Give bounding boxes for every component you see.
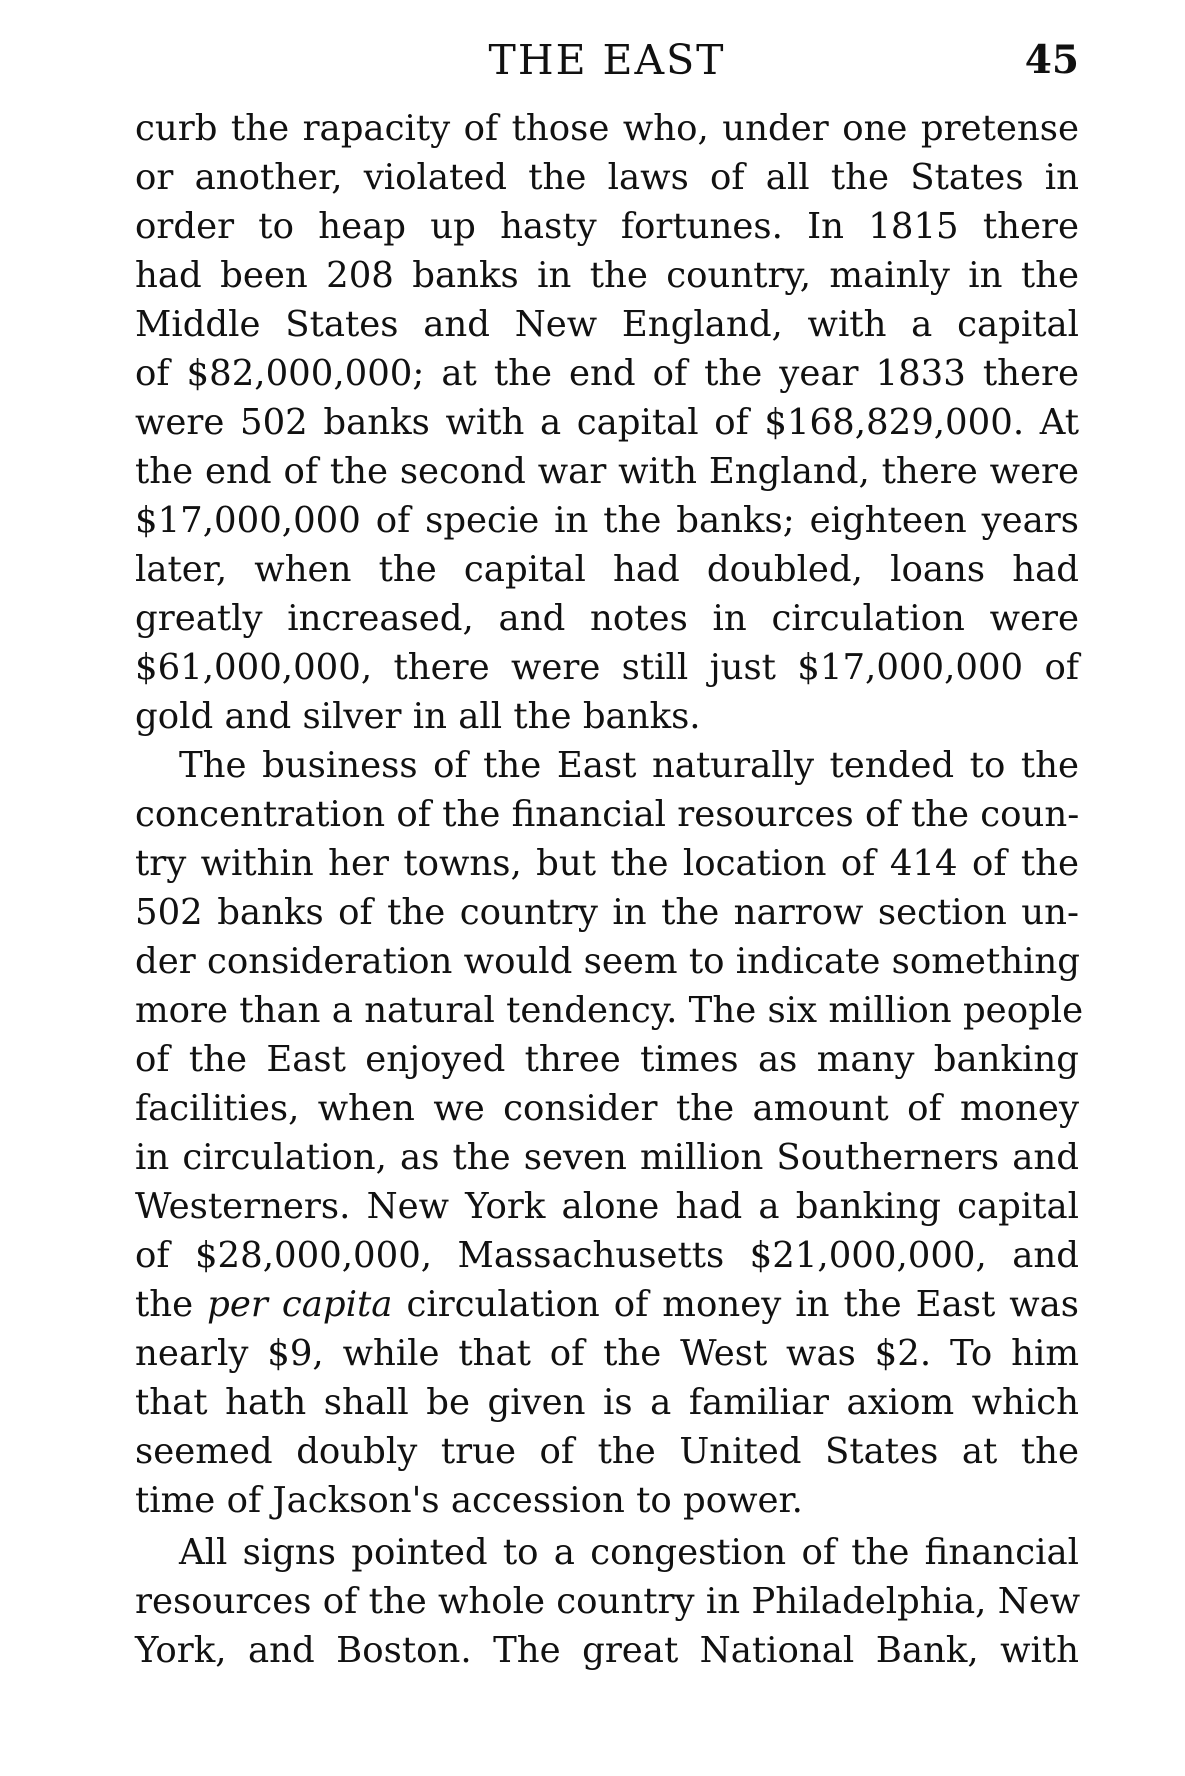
page-number: 45	[1024, 37, 1079, 83]
text-line: in circulation, as the seven million Southerners and	[135, 1137, 1079, 1178]
text-line: facilities, when we consider the amount of money	[135, 1088, 1079, 1129]
text-line: of the East enjoyed three times as many banking	[135, 1039, 1079, 1080]
text-line: were 502 banks with a capital of $168,829,000. At	[135, 402, 1079, 443]
text-line: order to heap up hasty fortunes. In 1815 there	[135, 206, 1079, 247]
text-line: time of Jackson's accession to power.	[135, 1480, 803, 1521]
text-line: more than a natural tendency. The six million people	[135, 990, 1084, 1031]
text-line: $61,000,000, there were still just $17,000,000 of	[135, 647, 1079, 688]
text-line: or another, violated the laws of all the States in	[135, 157, 1079, 198]
text-line: Middle States and New England, with a capital	[135, 304, 1079, 345]
text-line: $17,000,000 of specie in the banks; eighteen years	[135, 500, 1079, 541]
text-fragment: circulation of money in the East was	[406, 1284, 1079, 1325]
text-line: York, and Boston. The great National Bank, with	[135, 1630, 1079, 1671]
text-line: that hath shall be given is a familiar axiom which	[135, 1382, 1079, 1423]
paragraph-3	[135, 1528, 1079, 1675]
text-fragment: the	[135, 1284, 194, 1325]
text-line: 502 banks of the country in the narrow section un-	[135, 892, 1079, 933]
text-line: All signs pointed to a congestion of the financial	[179, 1532, 1079, 1573]
text-line: the end of the second war with England, there were	[135, 451, 1079, 492]
text-line: nearly $9, while that of the West was $2. To him	[135, 1333, 1079, 1374]
text-line: resources of the whole country in Philadelphia, New	[135, 1581, 1081, 1622]
text-line: The business of the East naturally tended to the	[179, 745, 1079, 786]
text-line: gold and silver in all the banks.	[135, 696, 701, 737]
text-line: concentration of the financial resources of the coun-	[135, 794, 1080, 835]
paragraph-1	[135, 104, 1079, 741]
text-line: der consideration would seem to indicate something	[135, 941, 1081, 982]
text-line: seemed doubly true of the United States at the	[135, 1431, 1079, 1472]
running-title: THE EAST	[488, 36, 726, 84]
text-line: later, when the capital had doubled, loans had	[135, 549, 1079, 590]
italic-phrase: per capita	[207, 1284, 393, 1325]
paragraph-2	[135, 741, 1084, 1525]
text-line: had been 208 banks in the country, mainly in the	[135, 255, 1079, 296]
text-line: of $82,000,000; at the end of the year 1833 there	[135, 353, 1079, 394]
text-line-with-italic	[135, 1280, 1079, 1329]
text-line: greatly increased, and notes in circulation were	[135, 598, 1079, 639]
text-line: try within her towns, but the location of 414 of the	[135, 843, 1079, 884]
text-line: Westerners. New York alone had a banking capital	[135, 1186, 1079, 1227]
page-header	[135, 30, 1079, 90]
text-line: of $28,000,000, Massachusetts $21,000,000, and	[135, 1235, 1079, 1276]
text-line: curb the rapacity of those who, under one pretense	[135, 108, 1079, 149]
body-text	[135, 104, 1084, 1675]
